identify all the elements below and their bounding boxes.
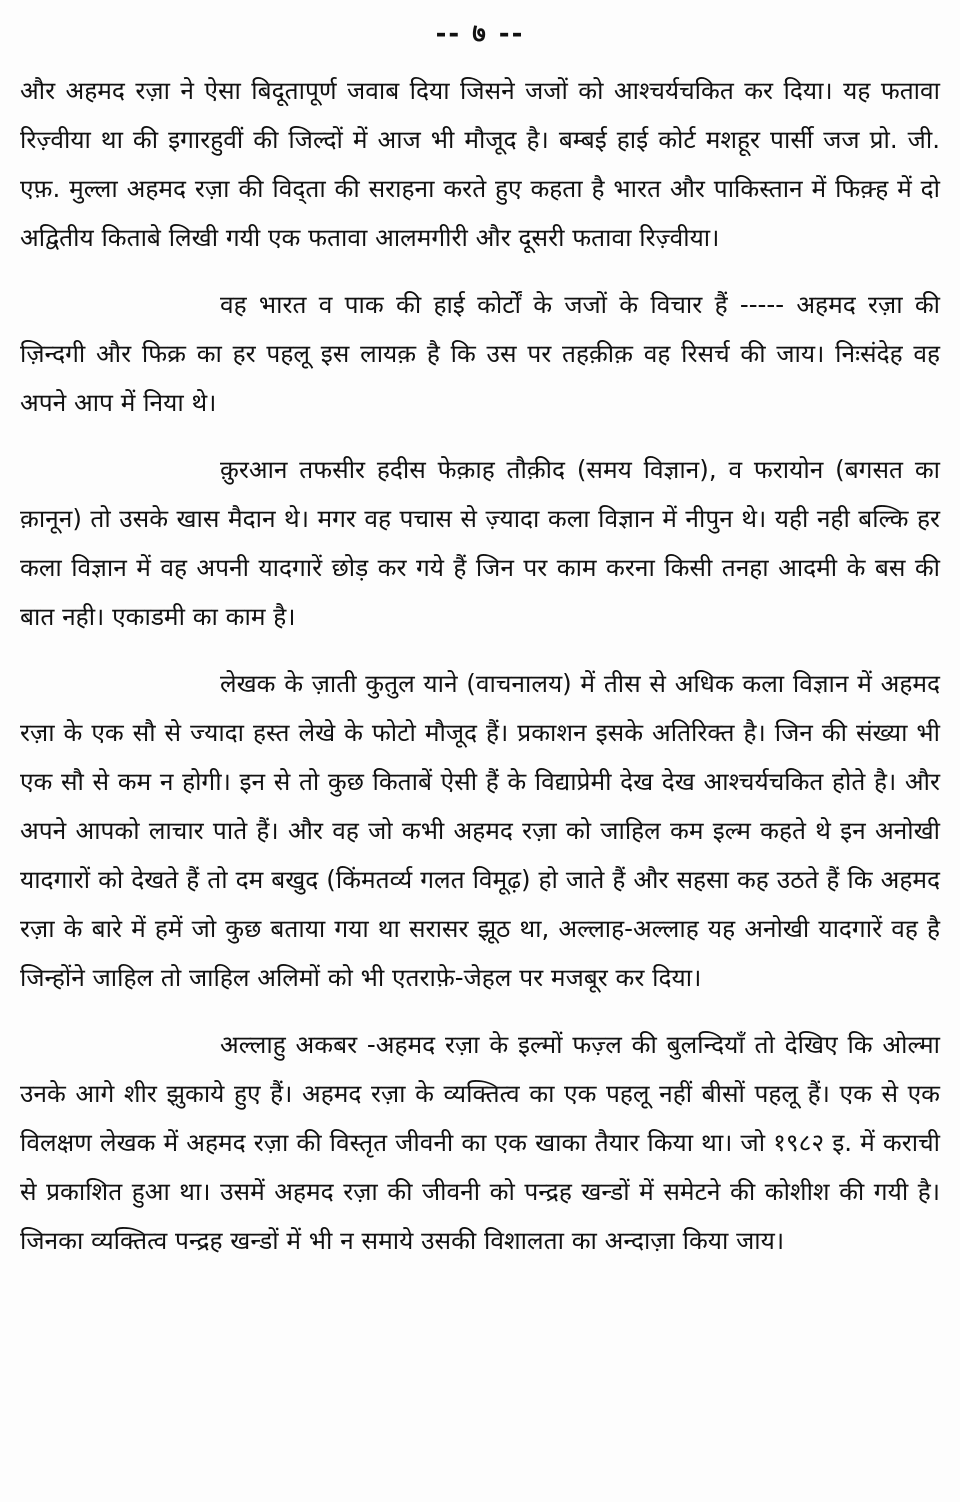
paragraph-2: वह भारत व पाक की हाई कोर्टों के जजों के विचार हैं ----- अहमद रज़ा की ज़िन्दगी और फिक्र का हर पहलू इस लायक़ है कि उस पर तहक़ीक़ वह रिसर्च की जाय। निःसंदेह वह अपने आप में निया थे। [20, 290, 940, 417]
body-text [20, 66, 940, 1265]
paragraph-1: और अहमद रज़ा ने ऐसा बिदूतापूर्ण जवाब दिया जिसने जजों को आश्चर्यचकित कर दिया। यह फतावा रिज़्वीया था की इगारहुवीं की जिल्दों में आज भी मौजूद है। बम्बई हाई कोर्ट मशहूर पार्सी जज प्रो. जी. एफ़. मुल्ला अहमद रज़ा की विद्ता की सराहना करते हुए कहता है भारत और पाकिस्तान में फिक़्ह में दो अद्वितीय किताबे लिखी गयी एक फतावा आलमगीरी और दूसरी फतावा रिज़्वीया। [20, 76, 940, 252]
paragraph-5: अल्लाहु अकबर -अहमद रज़ा के इल्मों फज़्ल की बुलन्दियाँ तो देखिए कि ओल्मा उनके आगे शीर झुकाये हुए हैं। अहमद रज़ा के व्यक्तित्व का एक पहलू नहीं बीसों पहलू हैं। एक से एक विलक्षण लेखक में अहमद रज़ा की विस्तृत जीवनी का एक खाका तैयार किया था। जो १९८२ इ. में कराची से प्रकाशित हुआ था। उसमें अहमद रज़ा की जीवनी को पन्द्रह खन्डों में समेटने की कोशीश की गयी है। जिनका व्यक्तित्व पन्द्रह खन्डों में भी न समाये उसकी विशालता का अन्दाज़ा किया जाय। [20, 1030, 940, 1255]
paragraph-3: क़ुरआन तफसीर हदीस फेक़ाह तौक़ीद (समय विज्ञान), व फरायोन (बगसत का क़ानून) तो उसके खास मैदान थे। मगर वह पचास से ज़्यादा कला विज्ञान में नीपुन थे। यही नही बल्कि हर कला विज्ञान में वह अपनी यादगारें छोड़ कर गये हैं जिन पर काम करना किसी तनहा आदमी के बस की बात नही। एकाडमी का काम है। [20, 455, 940, 631]
page-number: -- ७ -- [435, 19, 525, 49]
paragraph-4: लेखक के ज़ाती कुतुल याने (वाचनालय) में तीस से अधिक कला विज्ञान में अहमद रज़ा के एक सौ से ज्यादा हस्त लेखे के फोटो मौजूद हैं। प्रकाशन इसके अतिरिक्त है। जिन की संख्या भी एक सौ से कम न होगी। इन से तो कुछ किताबें ऐसी हैं के विद्याप्रेमी देख देख आश्चर्यचकित होते है। और अपने आपको लाचार पाते हैं। और वह जो कभी अहमद रज़ा को जाहिल कम इल्म कहते थे इन अनोखी यादगारों को देखते हैं तो दम बखुद (किंमतर्व्य गलत विमूढ़) हो जाते हैं और सहसा कह उठते हैं कि अहमद रज़ा के बारे में हमें जो कुछ बताया गया था सरासर झूठ था, अल्लाह-अल्लाह यह अनोखी यादगारें वह है जिन्होंने जाहिल तो जाहिल अलिमों को भी एतराफ़े-जेहल पर मजबूर कर दिया। [20, 669, 940, 992]
